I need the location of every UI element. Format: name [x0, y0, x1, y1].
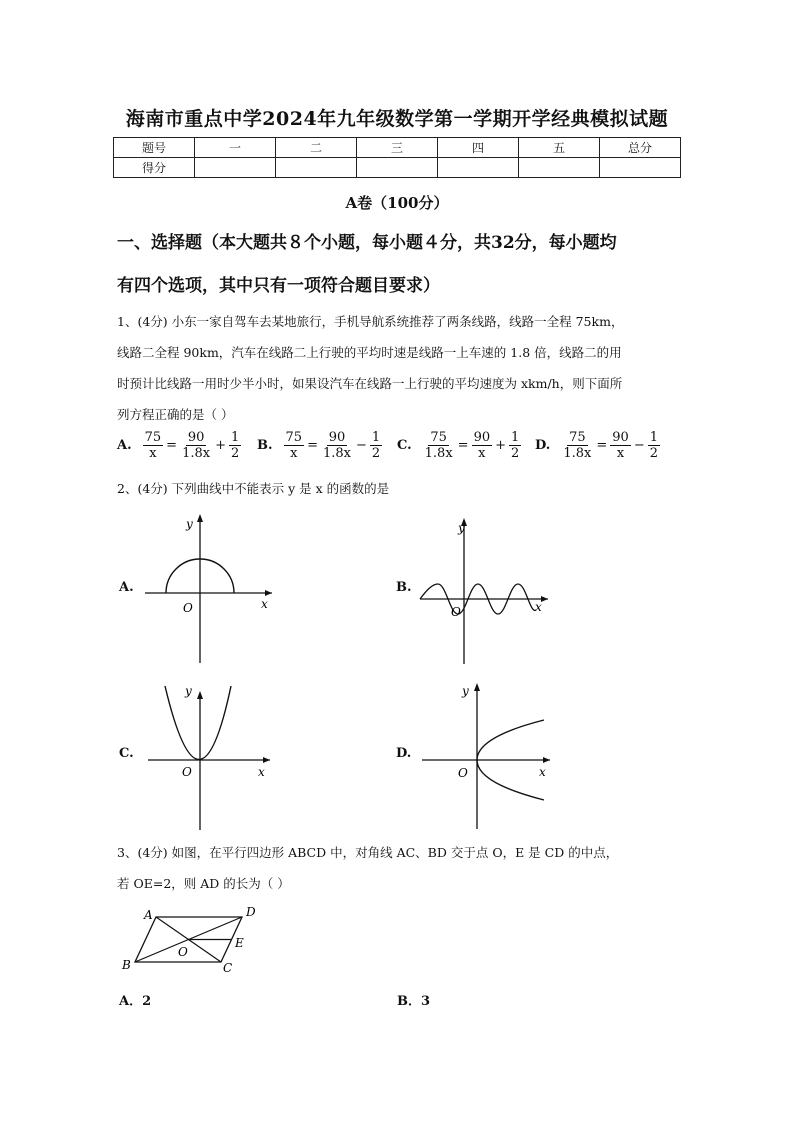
y-axis-label: y	[185, 684, 192, 698]
fraction: $\frac{75}{x}$	[285, 430, 303, 461]
x-axis-arrow	[541, 596, 548, 602]
option-label: A.	[117, 438, 132, 453]
x-axis-arrow	[265, 590, 272, 596]
fraction: $\frac{90}{1.8x}$	[182, 430, 211, 461]
origin-label: O	[451, 605, 461, 619]
q2-stem: 2、(4分) 下列曲线中不能表示 y 是 x 的函数的是	[117, 481, 390, 496]
score-cell-blank	[276, 158, 357, 178]
option-label: C.	[397, 438, 412, 453]
score-cell-blank	[195, 158, 276, 178]
fraction: $\frac{75}{x}$	[144, 430, 162, 461]
origin-label: O	[182, 765, 192, 779]
q1-line2: 线路二全程 90km，汽车在线路二上行驶的平均时速是线路一上车速的 1.8 倍，线路二的用	[117, 345, 622, 360]
q1-line1: 1、(4分) 小东一家自驾车去某地旅行，手机导航系统推荐了两条线路，线路一全程 75km，	[117, 314, 624, 329]
fraction: $\frac{1}{2}$	[371, 430, 381, 461]
y-axis-arrow	[474, 683, 480, 691]
score-cell-blank	[600, 158, 681, 178]
q2-graph-a-label: A.	[119, 580, 134, 595]
point-d-label: D	[246, 905, 256, 919]
q3-parallelogram-figure	[118, 902, 268, 977]
score-table-cell: 二	[276, 138, 357, 158]
q1-option-c: C. $\frac{75}{1.8x}$ = $\frac{90}{x}$ + $\frac{1}{2}$	[397, 430, 520, 461]
q3-option-b: B．3	[397, 994, 431, 1009]
origin-label: O	[183, 601, 193, 615]
point-c-label: C	[223, 961, 233, 975]
score-table-cell: 题号	[114, 138, 195, 158]
section-heading-line1: 一、选择题（本大题共８个小题，每小题４分，共32分，每小题均	[117, 233, 617, 253]
y-axis-label: y	[458, 521, 465, 535]
fraction: $\frac{90}{x}$	[612, 430, 629, 461]
x-axis-label: x	[258, 765, 265, 779]
score-cell-blank	[519, 158, 600, 178]
volume-heading: A卷（100分）	[345, 194, 449, 212]
score-table	[113, 137, 681, 178]
point-e-label: E	[235, 936, 244, 950]
q2-graph-b	[418, 512, 558, 667]
q3-line2: 若 OE=2，则 AD 的长为（ ）	[117, 876, 290, 891]
fraction: $\frac{1}{2}$	[231, 430, 240, 461]
q3-option-a: A．2	[119, 994, 152, 1009]
option-label: B.	[257, 438, 273, 453]
fraction: $\frac{1}{2}$	[511, 430, 520, 461]
fraction: $\frac{90}{x}$	[473, 430, 491, 461]
score-table-cell: 四	[438, 138, 519, 158]
q2-graph-c-label: C.	[119, 746, 134, 761]
section-heading-line2: 有四个选项，其中只有一项符合题目要求）	[117, 276, 440, 296]
score-table-score-row	[114, 158, 681, 178]
y-axis-arrow	[197, 514, 203, 522]
q3-line1: 3、(4分) 如图，在平行四边形 ABCD 中，对角线 AC、BD 交于点 O，E 是 CD 的中点，	[117, 845, 619, 860]
point-o-label: O	[178, 945, 188, 959]
fraction: $\frac{75}{1.8x}$	[563, 430, 592, 461]
q2-graph-d-label: D.	[396, 746, 412, 761]
q1-option-b: B. $\frac{75}{x}$ = $\frac{90}{1.8x}$ − $\frac{1}{2}$	[257, 430, 381, 461]
score-table-cell: 三	[357, 138, 438, 158]
q1-line3: 时预计比线路一用时少半小时，如果设汽车在线路一上行驶的平均速度为 xkm/h，则下面所	[117, 376, 623, 391]
q1-option-a: A. $\frac{75}{x}$ = $\frac{90}{1.8x}$ + $\frac{1}{2}$	[117, 430, 240, 461]
fraction: $\frac{1}{2}$	[649, 430, 658, 461]
y-axis-label: y	[186, 517, 193, 531]
x-axis-arrow	[263, 757, 270, 763]
x-axis-label: x	[261, 597, 268, 611]
q1-line4: 列方程正确的是（ ）	[117, 407, 234, 422]
x-axis-arrow	[543, 757, 550, 763]
score-table-header-row	[114, 138, 681, 158]
q2-graph-c	[145, 683, 280, 833]
score-cell-blank	[357, 158, 438, 178]
point-b-label: B	[122, 958, 131, 972]
point-a-label: A	[144, 908, 153, 922]
score-cell-blank	[438, 158, 519, 178]
q2-graph-a	[140, 508, 280, 668]
x-axis-label: x	[535, 600, 542, 614]
option-label: D.	[535, 438, 551, 453]
score-table-cell: 总分	[600, 138, 681, 158]
fraction: $\frac{90}{1.8x}$	[322, 430, 351, 461]
q2-graph-b-label: B.	[396, 580, 412, 595]
score-table-row-label: 得分	[114, 158, 195, 178]
q2-graph-d	[420, 677, 555, 832]
exam-title: 海南市重点中学2024年九年级数学第一学期开学经典模拟试题	[125, 108, 669, 130]
fraction: $\frac{75}{1.8x}$	[424, 430, 453, 461]
x-axis-label: x	[539, 765, 546, 779]
score-table-cell: 五	[519, 138, 600, 158]
score-table-cell: 一	[195, 138, 276, 158]
y-axis-arrow	[197, 691, 203, 699]
q1-option-d: D. $\frac{75}{1.8x}$ = $\frac{90}{x}$ − $\frac{1}{2}$	[535, 430, 658, 461]
origin-label: O	[458, 766, 468, 780]
y-axis-label: y	[462, 684, 469, 698]
